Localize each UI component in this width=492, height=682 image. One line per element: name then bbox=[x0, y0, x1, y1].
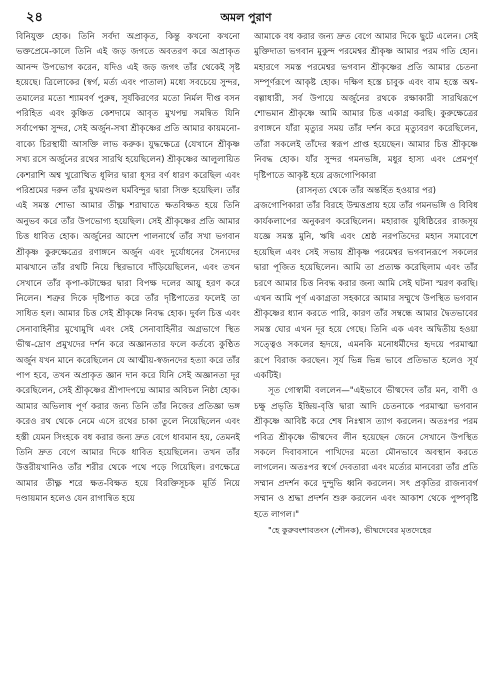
left-paragraph: বিনিযুক্ত হোক। তিনি সর্বদা অপ্রাকৃত, কিন্তু কখনো কখনো ভক্তপ্রেমে-কালে তিনি এই জড় জগতে অবতরণ করে অপ্রাকৃত আনন্দ উপভোগ করেন, যদিও এই জড় জগৎ তাঁর থেকেই সৃষ্ট হয়েছে। ত্রিলোকের (স্বর্গ, মর্ত্য এবং পাতাল) মধ্যে সবচেয়ে সুন্দর, তমালের মতো শ্যামবর্ণ পুরুষ, সূর্যকিরণের মতো নির্মল দীপ্ত বসন পরিহিত এবং কুঞ্চিত কেশদামে আবৃত মুখপদ্ম সমন্বিত যিনি সর্বাপেক্ষা সুন্দর, সেই অর্জুন-সখা শ্রীকৃষ্ণের প্রতি আমার কায়মনো-বাক্যে চিরস্থায়ী আসক্তি লাভ করুক। যুদ্ধক্ষেত্রে (যেখানে শ্রীকৃষ্ণ সখ্য রসে অর্জুনের রথের সারথি হয়েছিলেন) শ্রীকৃষ্ণের আলুলায়িত কেশরাশি অশ্ব খুরোত্থিত ধূলির দ্বারা ধূসর বর্ণ ধারণ করেছিল এবং পরিশ্রমের দরুন তাঁর মুখমণ্ডল ঘর্মবিন্দুর দ্বারা সিক্ত হয়েছিল। তাঁর এই সমস্ত শোভা আমার তীক্ষ্ণ শরাঘাতে ক্ষতবিক্ষত হয়ে তিনি অনুভব করে তাঁর উপভোগ্য হয়েছিল। সেই শ্রীকৃষ্ণের প্রতি আমার চিত্ত ধাবিত হোক। অর্জুনের আদেশ পালনার্থে তাঁর সখা ভগবান শ্রীকৃষ্ণ কুরুক্ষেত্রের রণাঙ্গনে অর্জুন এবং দুর্যোধনের সৈন্যদের মাঝখানে তাঁর রথটি নিয়ে স্থিরভাবে দাঁড়িয়েছিলেন, এবং তখন সেখানে তাঁর কৃপা-কটাক্ষের দ্বারা বিপক্ষ দলের আয়ু হরণ করে নিলেন। শত্রুর দিকে দৃষ্টিপাত করে তাঁর দৃষ্টিপাতের ফলেই তা সাধিত হল। আমার চিত্ত সেই শ্রীকৃষ্ণে নিবদ্ধ হোক। দুর্বল চিত্ত এবং সেনাবাহিনীর মুখোমুখি এবং সেই সেনাবাহিনীর অগ্রভাগে স্থিত ভীষ্ম-দ্রোণ প্রমুখদের দর্শন করে অজ্ঞানতার ফলে কর্তব্যে কুণ্ঠিত অর্জুন যখন মানে করেছিলেন যে আত্মীয়-স্বজনদের হত্যা করে তাঁর পাপ হবে, তখন অপ্রাকৃত জ্ঞান দান করে যিনি সেই অজ্ঞানতা দূর করেছিলেন, সেই শ্রীকৃষ্ণের শ্রীপাদপদ্মে আমার অবিচল নিষ্ঠা হোক। আমার অভিলাষ পূর্ণ করার জন্য তিনি তাঁর নিজের প্রতিজ্ঞা ভঙ্গ করেও রথ থেকে নেমে এসে রথের চাকা তুলে নিয়েছিলেন এবং হস্তী যেমন সিংহকে বধ করার জন্য দ্রুত বেগে ধাবমান হয়, তেমনই তিনি দ্রুত বেগে আমার দিকে ধাবিত হয়েছিলেন। তখন তাঁর উত্তরীয়খানিও তাঁর শরীর থেকে পথে পড়ে গিয়েছিল। রণক্ষেত্রে আমার তীক্ষ্ণ শরে ক্ষত-বিক্ষত হয়ে বিরক্তিসূচক মূর্তি নিয়ে দণ্ডায়মান হলেও যেন রাগান্বিত হয়ে bbox=[16, 32, 240, 505]
right-paragraph: ব্রজগোপিকারা তাঁর বিরহে উন্মত্তপ্রায় হয়ে তাঁর গমনভঙ্গি ও বিবিধ কার্যকলাপের অনুকরণ করেছিলেন। মহারাজ যুধিষ্ঠিরের রাজসূয় যজ্ঞে সমস্ত মুনি, ঋষি এবং শ্রেষ্ঠ নরপতিদের মহান সমাবেশে হয়েছিল এবং সেই সভায় শ্রীকৃষ্ণ পরমেশ্বর ভগবানরূপে সকলের দ্বারা পূজিত হয়েছিলেন। আমি তা প্রত্যক্ষ করেছিলাম এবং তাঁর চরণে আমার চিত্ত নিবদ্ধ করার জন্য আমি সেই ঘটনা স্মরণ করছি। এখন আমি পূর্ণ একাগ্রতা সহকারে আমার সম্মুখে উপস্থিত ভগবান শ্রীকৃষ্ণের ধ্যান করতে পারি, কারণ তাঁর সম্বন্ধে আমার দ্বৈতভাবের সমস্ত ঘোর এখন দূর হয়ে গেছে। তিনি এক এবং অদ্বিতীয় হওয়া সত্ত্বেও সকলের হৃদয়ে, এমনকি মনোধর্মীদের হৃদয়ে পরমাত্মা রূপে বিরাজ করছেন। সূর্য ভিন্ন ভিন্ন ভাবে প্রতিভাত হলেও সূর্য একটিই। bbox=[254, 201, 478, 381]
left-column bbox=[16, 30, 240, 676]
right-column bbox=[254, 30, 478, 676]
page-header bbox=[0, 6, 492, 28]
right-paragraph: আমাকে বধ করার জন্য দ্রুত বেগে আমার দিকে ছুটে এলেন। সেই মুক্তিদাতা ভগবান মুকুন্দ পরমেশ্বর শ্রীকৃষ্ণ আমার পরম গতি হোন। মহারণে সমস্ত পরমেশ্বর ভগবান শ্রীকৃষ্ণের প্রতি আমার চেতনা সম্পূর্ণরূপে আকৃষ্ট হোক। দক্ষিণ হস্তে চাবুক এবং বাম হস্তে অশ্ব-বল্গাধারী, সর্ব উপায়ে অর্জুনের রথকে রক্ষাকারী সারথিরূপে শোভমান শ্রীকৃষ্ণে আমি আমার চিত্ত একাগ্র করছি। কুরুক্ষেত্রের রণাঙ্গনে যাঁরা মৃত্যুর সময় তাঁর দর্শন করে মৃত্যুবরণ করেছিলেন, তাঁরা সকলেই তাঁদের স্বরূপ প্রাপ্ত হয়েছেন। আমার চিত্ত শ্রীকৃষ্ণে নিবদ্ধ হোক। যাঁর সুন্দর গমনভঙ্গি, মধুর হাস্য এবং প্রেমপূর্ণ দৃষ্টিপাতে আকৃষ্ট হয়ে ব্রজগোপিকারা bbox=[254, 32, 478, 181]
quote-paragraph: সূত গোস্বামী বললেন—"এইভাবে ভীষ্মদেব তাঁর মন, বাণী ও চক্ষু প্রভৃতি ইন্দ্রিয়-বৃত্তি দ্বারা আদি চেতনাকে পরমাত্মা ভগবান শ্রীকৃষ্ণে আবিষ্ট করে শেষ নিঃশ্বাস ত্যাগ করলেন। অতঃপর পরম পবিত্র শ্রীকৃষ্ণে ভীষ্মদেব লীন হয়েছেন জেনে সেখানে উপস্থিত সকলে দিবাবসানে পাখিদের মতো মৌনভাবে অবস্থান করতে লাগলেন। অতঃপর স্বর্গে দেবতারা এবং মর্ত্যের মানবেরা তাঁর প্রতি সম্মান প্রদর্শন করে দুন্দুভি ধ্বনি করলেন। সৎ প্রকৃতির রাজন্যবর্গ সম্মান ও শ্রদ্ধা প্রদর্শন শুরু করলেন এবং আকাশ থেকে পুষ্পবৃষ্টি হতে লাগল।" bbox=[254, 386, 478, 520]
running-title: অমল পুরাণ bbox=[220, 11, 272, 24]
text-columns bbox=[16, 30, 480, 676]
parenthetical-note: (রাসনৃত্য থেকে তাঁর অন্তর্হিত হওয়ার পর) bbox=[296, 186, 436, 197]
quote-paragraph: "হে কুরুবংশাবতংস (শৌনক), ভীষ্মদেবের মৃতদেহের bbox=[268, 525, 432, 535]
page-number: ২৪ bbox=[26, 10, 43, 25]
